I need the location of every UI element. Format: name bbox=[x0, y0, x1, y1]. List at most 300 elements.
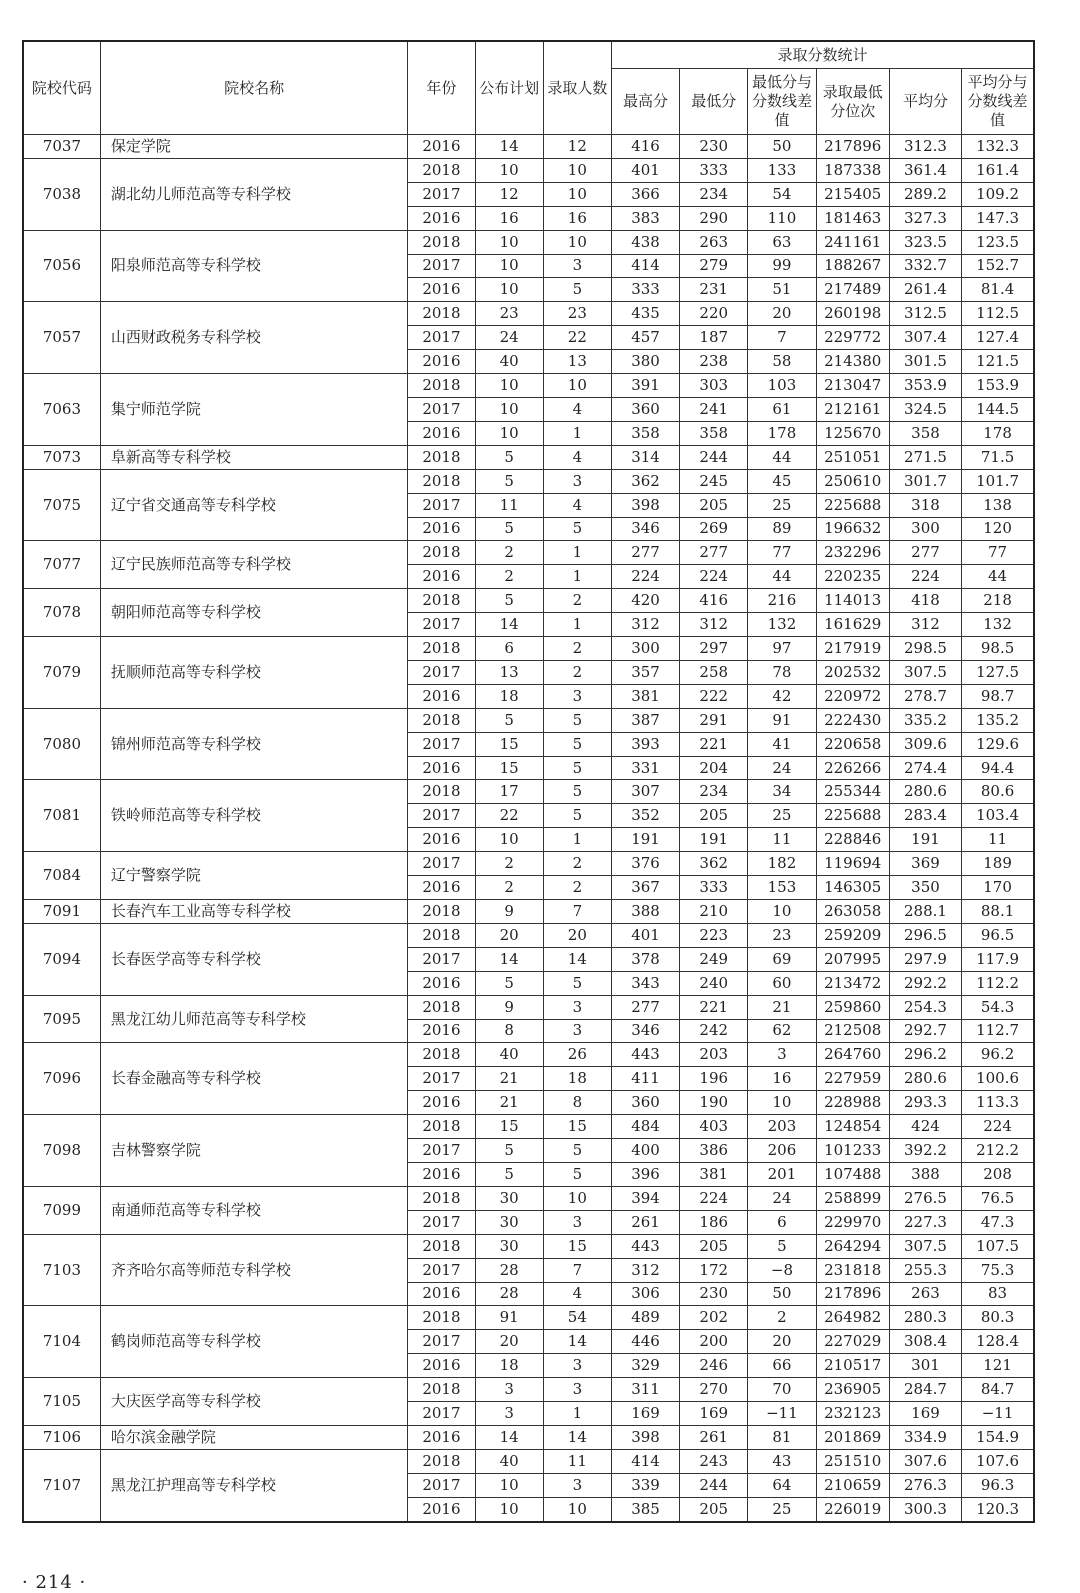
table-cell: 231818 bbox=[816, 1258, 889, 1282]
table-cell: 276.5 bbox=[889, 1186, 961, 1210]
table-cell: 2018 bbox=[408, 637, 475, 661]
table-cell: 17 bbox=[475, 780, 543, 804]
table-cell: 457 bbox=[611, 326, 679, 350]
table-cell: 309.6 bbox=[889, 732, 961, 756]
table-cell: −11 bbox=[962, 1402, 1034, 1426]
table-cell: 2016 bbox=[408, 1354, 475, 1378]
table-cell: 398 bbox=[611, 1425, 679, 1449]
table-cell: 5 bbox=[543, 708, 611, 732]
table-row bbox=[23, 302, 1034, 326]
table-cell: 10 bbox=[475, 828, 543, 852]
table-cell: 205 bbox=[680, 804, 748, 828]
table-cell: 18 bbox=[475, 684, 543, 708]
table-cell: 220972 bbox=[816, 684, 889, 708]
table-cell: 361.4 bbox=[889, 158, 961, 182]
table-cell: 312 bbox=[611, 613, 679, 637]
table-cell: 144.5 bbox=[962, 397, 1034, 421]
table-cell: 220658 bbox=[816, 732, 889, 756]
school-code: 7098 bbox=[23, 1115, 100, 1187]
table-cell: 260198 bbox=[816, 302, 889, 326]
table-cell: 133 bbox=[748, 158, 816, 182]
table-cell: 346 bbox=[611, 1019, 679, 1043]
table-cell: 2016 bbox=[408, 517, 475, 541]
table-cell: 2 bbox=[543, 589, 611, 613]
table-cell: 2017 bbox=[408, 254, 475, 278]
table-cell: 5 bbox=[543, 971, 611, 995]
table-cell: 188267 bbox=[816, 254, 889, 278]
table-cell: 14 bbox=[543, 947, 611, 971]
table-cell: 98.5 bbox=[962, 637, 1034, 661]
table-cell: 298.5 bbox=[889, 637, 961, 661]
table-cell: 418 bbox=[889, 589, 961, 613]
table-cell: 169 bbox=[611, 1402, 679, 1426]
table-cell: 284.7 bbox=[889, 1378, 961, 1402]
table-cell: 277 bbox=[611, 995, 679, 1019]
table-cell: 312 bbox=[611, 1258, 679, 1282]
table-cell: 3 bbox=[543, 1019, 611, 1043]
table-cell: 10 bbox=[543, 158, 611, 182]
table-cell: 2016 bbox=[408, 684, 475, 708]
table-cell: 229772 bbox=[816, 326, 889, 350]
table-cell: 311 bbox=[611, 1378, 679, 1402]
table-cell: 2017 bbox=[408, 1258, 475, 1282]
table-cell: 230 bbox=[680, 135, 748, 159]
table-cell: 203 bbox=[748, 1115, 816, 1139]
table-cell: 358 bbox=[889, 421, 961, 445]
header-name: 院校名称 bbox=[100, 41, 407, 135]
table-cell: 2016 bbox=[408, 876, 475, 900]
table-cell: 201869 bbox=[816, 1425, 889, 1449]
table-cell: 221 bbox=[680, 732, 748, 756]
table-cell: 124854 bbox=[816, 1115, 889, 1139]
table-cell: 2018 bbox=[408, 1043, 475, 1067]
table-cell: 225688 bbox=[816, 804, 889, 828]
header-max: 最高分 bbox=[611, 69, 679, 135]
school-name: 鹤岗师范高等专科学校 bbox=[100, 1306, 407, 1378]
school-name: 辽宁民族师范高等专科学校 bbox=[100, 541, 407, 589]
table-cell: 335.2 bbox=[889, 708, 961, 732]
table-cell: 2016 bbox=[408, 1162, 475, 1186]
table-cell: 489 bbox=[611, 1306, 679, 1330]
table-cell: 7 bbox=[543, 900, 611, 924]
table-cell: 15 bbox=[543, 1115, 611, 1139]
table-cell: 205 bbox=[680, 493, 748, 517]
table-cell: 3 bbox=[543, 1354, 611, 1378]
table-cell: 88.1 bbox=[962, 900, 1034, 924]
table-cell: 153 bbox=[748, 876, 816, 900]
table-cell: 2017 bbox=[408, 326, 475, 350]
table-cell: 18 bbox=[543, 1067, 611, 1091]
table-cell: 2017 bbox=[408, 732, 475, 756]
table-cell: 380 bbox=[611, 350, 679, 374]
table-cell: 401 bbox=[611, 158, 679, 182]
table-cell: 2017 bbox=[408, 947, 475, 971]
table-cell: 14 bbox=[475, 613, 543, 637]
table-cell: 360 bbox=[611, 1091, 679, 1115]
table-cell: 3 bbox=[543, 1378, 611, 1402]
table-cell: 132 bbox=[962, 613, 1034, 637]
table-row bbox=[23, 589, 1034, 613]
school-name: 齐齐哈尔高等师范专科学校 bbox=[100, 1234, 407, 1306]
table-cell: 5 bbox=[748, 1234, 816, 1258]
table-cell: 135.2 bbox=[962, 708, 1034, 732]
table-cell: 7 bbox=[543, 1258, 611, 1282]
table-cell: 187 bbox=[680, 326, 748, 350]
table-cell: 234 bbox=[680, 780, 748, 804]
table-row bbox=[23, 230, 1034, 254]
table-cell: 2 bbox=[543, 852, 611, 876]
table-cell: 112.2 bbox=[962, 971, 1034, 995]
school-code: 7079 bbox=[23, 637, 100, 709]
table-cell: 10 bbox=[543, 1497, 611, 1521]
school-code: 7104 bbox=[23, 1306, 100, 1378]
table-cell: 8 bbox=[475, 1019, 543, 1043]
table-cell: 301.7 bbox=[889, 469, 961, 493]
table-cell: 113.3 bbox=[962, 1091, 1034, 1115]
admission-score-table bbox=[22, 40, 1035, 1523]
table-cell: 16 bbox=[475, 206, 543, 230]
table-cell: 1 bbox=[543, 541, 611, 565]
table-cell: 109.2 bbox=[962, 182, 1034, 206]
table-cell: 30 bbox=[475, 1186, 543, 1210]
table-cell: 91 bbox=[748, 708, 816, 732]
school-code: 7075 bbox=[23, 469, 100, 541]
table-cell: 2018 bbox=[408, 1115, 475, 1139]
table-cell: 227029 bbox=[816, 1330, 889, 1354]
table-cell: 44 bbox=[748, 445, 816, 469]
table-cell: 296.2 bbox=[889, 1043, 961, 1067]
school-code: 7063 bbox=[23, 374, 100, 446]
table-cell: 244 bbox=[680, 445, 748, 469]
table-cell: 58 bbox=[748, 350, 816, 374]
table-cell: 362 bbox=[611, 469, 679, 493]
table-cell: 5 bbox=[475, 1162, 543, 1186]
table-row bbox=[23, 445, 1034, 469]
table-cell: 369 bbox=[889, 852, 961, 876]
table-cell: 178 bbox=[748, 421, 816, 445]
table-cell: 244 bbox=[680, 1473, 748, 1497]
table-cell: 2017 bbox=[408, 660, 475, 684]
table-cell: 127.5 bbox=[962, 660, 1034, 684]
page-number: · 214 · bbox=[22, 1572, 87, 1593]
table-cell: 7 bbox=[748, 326, 816, 350]
table-cell: 2016 bbox=[408, 565, 475, 589]
table-cell: 182 bbox=[748, 852, 816, 876]
table-cell: 303 bbox=[680, 374, 748, 398]
table-row bbox=[23, 1234, 1034, 1258]
table-cell: 26 bbox=[543, 1043, 611, 1067]
table-cell: 312.3 bbox=[889, 135, 961, 159]
table-cell: 229970 bbox=[816, 1210, 889, 1234]
table-cell: 3 bbox=[475, 1378, 543, 1402]
table-cell: 5 bbox=[543, 756, 611, 780]
table-cell: 394 bbox=[611, 1186, 679, 1210]
school-name: 南通师范高等专科学校 bbox=[100, 1186, 407, 1234]
table-cell: 24 bbox=[748, 756, 816, 780]
table-cell: 416 bbox=[611, 135, 679, 159]
table-cell: 2018 bbox=[408, 708, 475, 732]
table-cell: 388 bbox=[889, 1162, 961, 1186]
table-cell: 2016 bbox=[408, 971, 475, 995]
table-cell: 96.2 bbox=[962, 1043, 1034, 1067]
table-cell: 401 bbox=[611, 923, 679, 947]
table-cell: 120.3 bbox=[962, 1497, 1034, 1521]
table-cell: 2017 bbox=[408, 852, 475, 876]
table-row bbox=[23, 637, 1034, 661]
table-cell: 5 bbox=[475, 469, 543, 493]
table-cell: 66 bbox=[748, 1354, 816, 1378]
table-cell: 2016 bbox=[408, 1091, 475, 1115]
table-cell: 80.6 bbox=[962, 780, 1034, 804]
table-cell: 10 bbox=[543, 182, 611, 206]
table-cell: 2018 bbox=[408, 1449, 475, 1473]
table-cell: 81.4 bbox=[962, 278, 1034, 302]
school-name: 辽宁省交通高等专科学校 bbox=[100, 469, 407, 541]
table-cell: 343 bbox=[611, 971, 679, 995]
school-code: 7099 bbox=[23, 1186, 100, 1234]
table-cell: 119694 bbox=[816, 852, 889, 876]
table-cell: 2018 bbox=[408, 1234, 475, 1258]
table-cell: 215405 bbox=[816, 182, 889, 206]
table-cell: 263058 bbox=[816, 900, 889, 924]
table-cell: 10 bbox=[748, 900, 816, 924]
table-cell: 443 bbox=[611, 1234, 679, 1258]
table-cell: 77 bbox=[962, 541, 1034, 565]
table-cell: 206 bbox=[748, 1139, 816, 1163]
table-cell: 107.5 bbox=[962, 1234, 1034, 1258]
table-cell: 353.9 bbox=[889, 374, 961, 398]
table-cell: 201 bbox=[748, 1162, 816, 1186]
table-cell: 14 bbox=[475, 135, 543, 159]
table-cell: 4 bbox=[543, 1282, 611, 1306]
table-cell: 225688 bbox=[816, 493, 889, 517]
school-name: 铁岭师范高等专科学校 bbox=[100, 780, 407, 852]
table-cell: 2018 bbox=[408, 158, 475, 182]
table-cell: 153.9 bbox=[962, 374, 1034, 398]
table-cell: 291 bbox=[680, 708, 748, 732]
table-cell: 2016 bbox=[408, 1282, 475, 1306]
table-cell: 10 bbox=[543, 374, 611, 398]
table-cell: 213047 bbox=[816, 374, 889, 398]
table-cell: 352 bbox=[611, 804, 679, 828]
table-cell: 2016 bbox=[408, 135, 475, 159]
table-cell: 203 bbox=[680, 1043, 748, 1067]
table-cell: 279 bbox=[680, 254, 748, 278]
table-cell: 258 bbox=[680, 660, 748, 684]
table-cell: 360 bbox=[611, 397, 679, 421]
table-row bbox=[23, 708, 1034, 732]
table-cell: 24 bbox=[475, 326, 543, 350]
table-cell: 297 bbox=[680, 637, 748, 661]
table-cell: 217896 bbox=[816, 135, 889, 159]
table-cell: 391 bbox=[611, 374, 679, 398]
table-cell: 61 bbox=[748, 397, 816, 421]
school-name: 朝阳师范高等专科学校 bbox=[100, 589, 407, 637]
table-cell: 255.3 bbox=[889, 1258, 961, 1282]
header-plan: 公布计划 bbox=[475, 41, 543, 135]
table-cell: 2016 bbox=[408, 421, 475, 445]
table-cell: 263 bbox=[680, 230, 748, 254]
table-cell: 4 bbox=[543, 445, 611, 469]
table-cell: 191 bbox=[611, 828, 679, 852]
table-cell: 23 bbox=[748, 923, 816, 947]
table-row bbox=[23, 900, 1034, 924]
table-cell: 2017 bbox=[408, 804, 475, 828]
table-cell: 324.5 bbox=[889, 397, 961, 421]
table-cell: 312.5 bbox=[889, 302, 961, 326]
table-cell: 62 bbox=[748, 1019, 816, 1043]
table-cell: 210 bbox=[680, 900, 748, 924]
table-cell: 386 bbox=[680, 1139, 748, 1163]
table-cell: 398 bbox=[611, 493, 679, 517]
school-code: 7078 bbox=[23, 589, 100, 637]
table-cell: 2017 bbox=[408, 182, 475, 206]
table-cell: 189 bbox=[962, 852, 1034, 876]
table-cell: 12 bbox=[543, 135, 611, 159]
table-cell: 107.6 bbox=[962, 1449, 1034, 1473]
table-cell: 12 bbox=[475, 182, 543, 206]
table-cell: 207995 bbox=[816, 947, 889, 971]
table-row bbox=[23, 1449, 1034, 1473]
table-cell: 438 bbox=[611, 230, 679, 254]
table-cell: 50 bbox=[748, 135, 816, 159]
school-name: 湖北幼儿师范高等专科学校 bbox=[100, 158, 407, 230]
school-code: 7103 bbox=[23, 1234, 100, 1306]
table-cell: 76.5 bbox=[962, 1186, 1034, 1210]
table-cell: 40 bbox=[475, 350, 543, 374]
table-cell: 2016 bbox=[408, 206, 475, 230]
table-cell: 290 bbox=[680, 206, 748, 230]
table-cell: 169 bbox=[680, 1402, 748, 1426]
table-cell: 228988 bbox=[816, 1091, 889, 1115]
table-cell: 254.3 bbox=[889, 995, 961, 1019]
table-cell: 274.4 bbox=[889, 756, 961, 780]
table-cell: 2018 bbox=[408, 445, 475, 469]
table-cell: 231 bbox=[680, 278, 748, 302]
table-cell: 280.3 bbox=[889, 1306, 961, 1330]
table-cell: 121 bbox=[962, 1354, 1034, 1378]
table-cell: 2018 bbox=[408, 923, 475, 947]
table-cell: 60 bbox=[748, 971, 816, 995]
table-cell: 228846 bbox=[816, 828, 889, 852]
table-cell: 339 bbox=[611, 1473, 679, 1497]
table-cell: 169 bbox=[889, 1402, 961, 1426]
table-body bbox=[23, 135, 1034, 1522]
table-cell: 333 bbox=[680, 876, 748, 900]
table-cell: 45 bbox=[748, 469, 816, 493]
table-cell: 42 bbox=[748, 684, 816, 708]
table-cell: 110 bbox=[748, 206, 816, 230]
table-cell: 332.7 bbox=[889, 254, 961, 278]
table-cell: 5 bbox=[475, 589, 543, 613]
school-name: 辽宁警察学院 bbox=[100, 852, 407, 900]
table-row bbox=[23, 469, 1034, 493]
table-cell: 91 bbox=[475, 1306, 543, 1330]
table-cell: 261 bbox=[680, 1425, 748, 1449]
school-code: 7094 bbox=[23, 923, 100, 995]
table-cell: 277 bbox=[680, 541, 748, 565]
table-cell: 314 bbox=[611, 445, 679, 469]
table-cell: 2016 bbox=[408, 756, 475, 780]
table-cell: 2016 bbox=[408, 828, 475, 852]
table-cell: 25 bbox=[748, 493, 816, 517]
table-cell: 277 bbox=[889, 541, 961, 565]
table-cell: 3 bbox=[543, 995, 611, 1019]
table-cell: 101.7 bbox=[962, 469, 1034, 493]
table-cell: 2017 bbox=[408, 1139, 475, 1163]
table-row bbox=[23, 158, 1034, 182]
table-cell: 63 bbox=[748, 230, 816, 254]
table-cell: 187338 bbox=[816, 158, 889, 182]
table-cell: 89 bbox=[748, 517, 816, 541]
table-cell: 100.6 bbox=[962, 1067, 1034, 1091]
table-cell: 28 bbox=[475, 1258, 543, 1282]
table-cell: 381 bbox=[611, 684, 679, 708]
table-cell: 2018 bbox=[408, 541, 475, 565]
table-cell: 4 bbox=[543, 493, 611, 517]
table-cell: 443 bbox=[611, 1043, 679, 1067]
table-cell: 129.6 bbox=[962, 732, 1034, 756]
table-cell: 44 bbox=[962, 565, 1034, 589]
table-cell: 383 bbox=[611, 206, 679, 230]
table-cell: 147.3 bbox=[962, 206, 1034, 230]
table-cell: 396 bbox=[611, 1162, 679, 1186]
table-cell: 424 bbox=[889, 1115, 961, 1139]
table-cell: 249 bbox=[680, 947, 748, 971]
table-cell: 2018 bbox=[408, 900, 475, 924]
table-cell: 6 bbox=[475, 637, 543, 661]
table-cell: 20 bbox=[543, 923, 611, 947]
table-cell: 358 bbox=[611, 421, 679, 445]
table-cell: 277 bbox=[611, 541, 679, 565]
table-cell: 128.4 bbox=[962, 1330, 1034, 1354]
table-cell: 15 bbox=[543, 1234, 611, 1258]
school-name: 锦州师范高等专科学校 bbox=[100, 708, 407, 780]
header-min: 最低分 bbox=[680, 69, 748, 135]
table-cell: 261 bbox=[611, 1210, 679, 1234]
table-cell: 20 bbox=[475, 1330, 543, 1354]
table-cell: 170 bbox=[962, 876, 1034, 900]
table-cell: 210659 bbox=[816, 1473, 889, 1497]
table-cell: 420 bbox=[611, 589, 679, 613]
table-row bbox=[23, 1425, 1034, 1449]
table-cell: 416 bbox=[680, 589, 748, 613]
table-cell: 312 bbox=[680, 613, 748, 637]
table-cell: 280.6 bbox=[889, 1067, 961, 1091]
table-cell: 5 bbox=[543, 780, 611, 804]
table-cell: 83 bbox=[962, 1282, 1034, 1306]
school-code: 7073 bbox=[23, 445, 100, 469]
table-cell: 1 bbox=[543, 828, 611, 852]
table-cell: 23 bbox=[543, 302, 611, 326]
table-cell: 138 bbox=[962, 493, 1034, 517]
table-cell: 2018 bbox=[408, 995, 475, 1019]
table-cell: 9 bbox=[475, 900, 543, 924]
table-cell: 230 bbox=[680, 1282, 748, 1306]
table-cell: 259209 bbox=[816, 923, 889, 947]
table-cell: 217919 bbox=[816, 637, 889, 661]
table-cell: 435 bbox=[611, 302, 679, 326]
table-cell: 333 bbox=[680, 158, 748, 182]
table-cell: 227.3 bbox=[889, 1210, 961, 1234]
table-cell: −11 bbox=[748, 1402, 816, 1426]
table-cell: 2017 bbox=[408, 1210, 475, 1234]
table-cell: 220235 bbox=[816, 565, 889, 589]
table-cell: 2018 bbox=[408, 302, 475, 326]
table-row bbox=[23, 1115, 1034, 1139]
table-cell: 96.5 bbox=[962, 923, 1034, 947]
table-cell: 3 bbox=[475, 1402, 543, 1426]
